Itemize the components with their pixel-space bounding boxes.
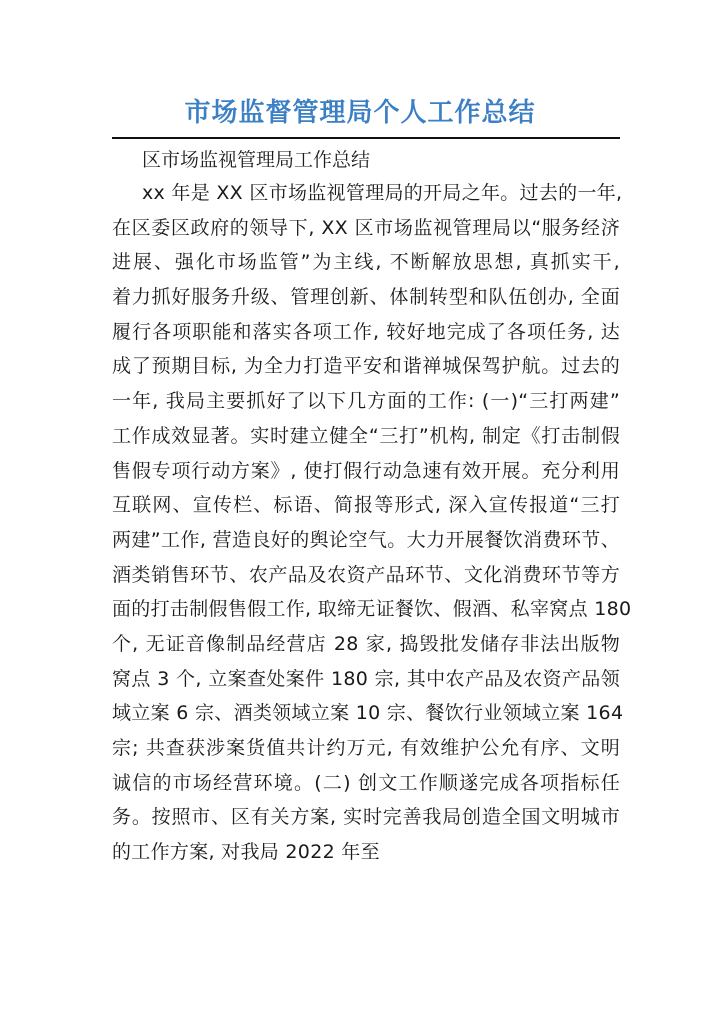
body-line: 互联网、宣传栏、标语、简报等形式, 深入宣传报道“三打 bbox=[112, 494, 620, 517]
body-line: 务。按照市、区有关方案, 实时完善我局创造全国文明城市 bbox=[112, 806, 620, 829]
body-paragraph bbox=[112, 176, 632, 870]
body-line: 着力抓好服务升级、管理创新、体制转型和队伍创办, 全面 bbox=[112, 286, 620, 309]
body-line: 个, 无证音像制品经营店 28 家, 捣毁批发储存非法出版物 bbox=[112, 632, 620, 655]
body-line: 的工作方案, 对我局 2022 年至 bbox=[112, 841, 380, 864]
title-divider bbox=[112, 137, 620, 139]
body-line: 宗; 共查获涉案货值共计约万元, 有效维护公允有序、文明 bbox=[112, 737, 620, 759]
body-line: 窝点 3 个, 立案查处案件 180 宗, 其中农产品及农资产品领 bbox=[112, 667, 620, 690]
body-line: 成了预期目标, 为全力打造平安和谐禅城保驾护航。过去的 bbox=[112, 355, 620, 378]
body-line: 域立案 6 宗、酒类领域立案 10 宗、餐饮行业领域立案 164 bbox=[112, 702, 624, 725]
document-title: 市场监督管理局个人工作总结 bbox=[184, 98, 536, 128]
body-line: 工作成效显著。实时建立健全“三打”机构, 制定《打击制假 bbox=[112, 424, 620, 447]
body-line: xx 年是 XX 区市场监视管理局的开局之年。过去的一年, bbox=[142, 182, 623, 204]
body-line: 酒类销售环节、农产品及农资产品环节、文化消费环节等方 bbox=[112, 563, 620, 586]
body-line: 两建”工作, 营造良好的舆论空气。大力开展餐饮消费环节、 bbox=[112, 528, 620, 551]
body-line: 进展、强化市场监管”为主线, 不断解放思想, 真抓实干, bbox=[112, 251, 620, 274]
body-line: 售假专项行动方案》, 使打假行动急速有效开展。充分利用 bbox=[112, 459, 620, 482]
body-line: 在区委区政府的领导下, XX 区市场监视管理局以“服务经济 bbox=[112, 216, 620, 239]
body-line: 履行各项职能和落实各项工作, 较好地完成了各项任务, 达 bbox=[112, 320, 620, 343]
body-line: 一年, 我局主要抓好了以下几方面的工作: (一)“三打两建” bbox=[112, 390, 620, 413]
document-subtitle: 区市场监视管理局工作总结 bbox=[142, 149, 371, 171]
body-line: 面的打击制假售假工作, 取缔无证餐饮、假酒、私宰窝点 180 bbox=[112, 598, 632, 621]
body-line: 诚信的市场经营环境。(二) 创文工作顺遂完成各项指标任 bbox=[112, 771, 620, 794]
